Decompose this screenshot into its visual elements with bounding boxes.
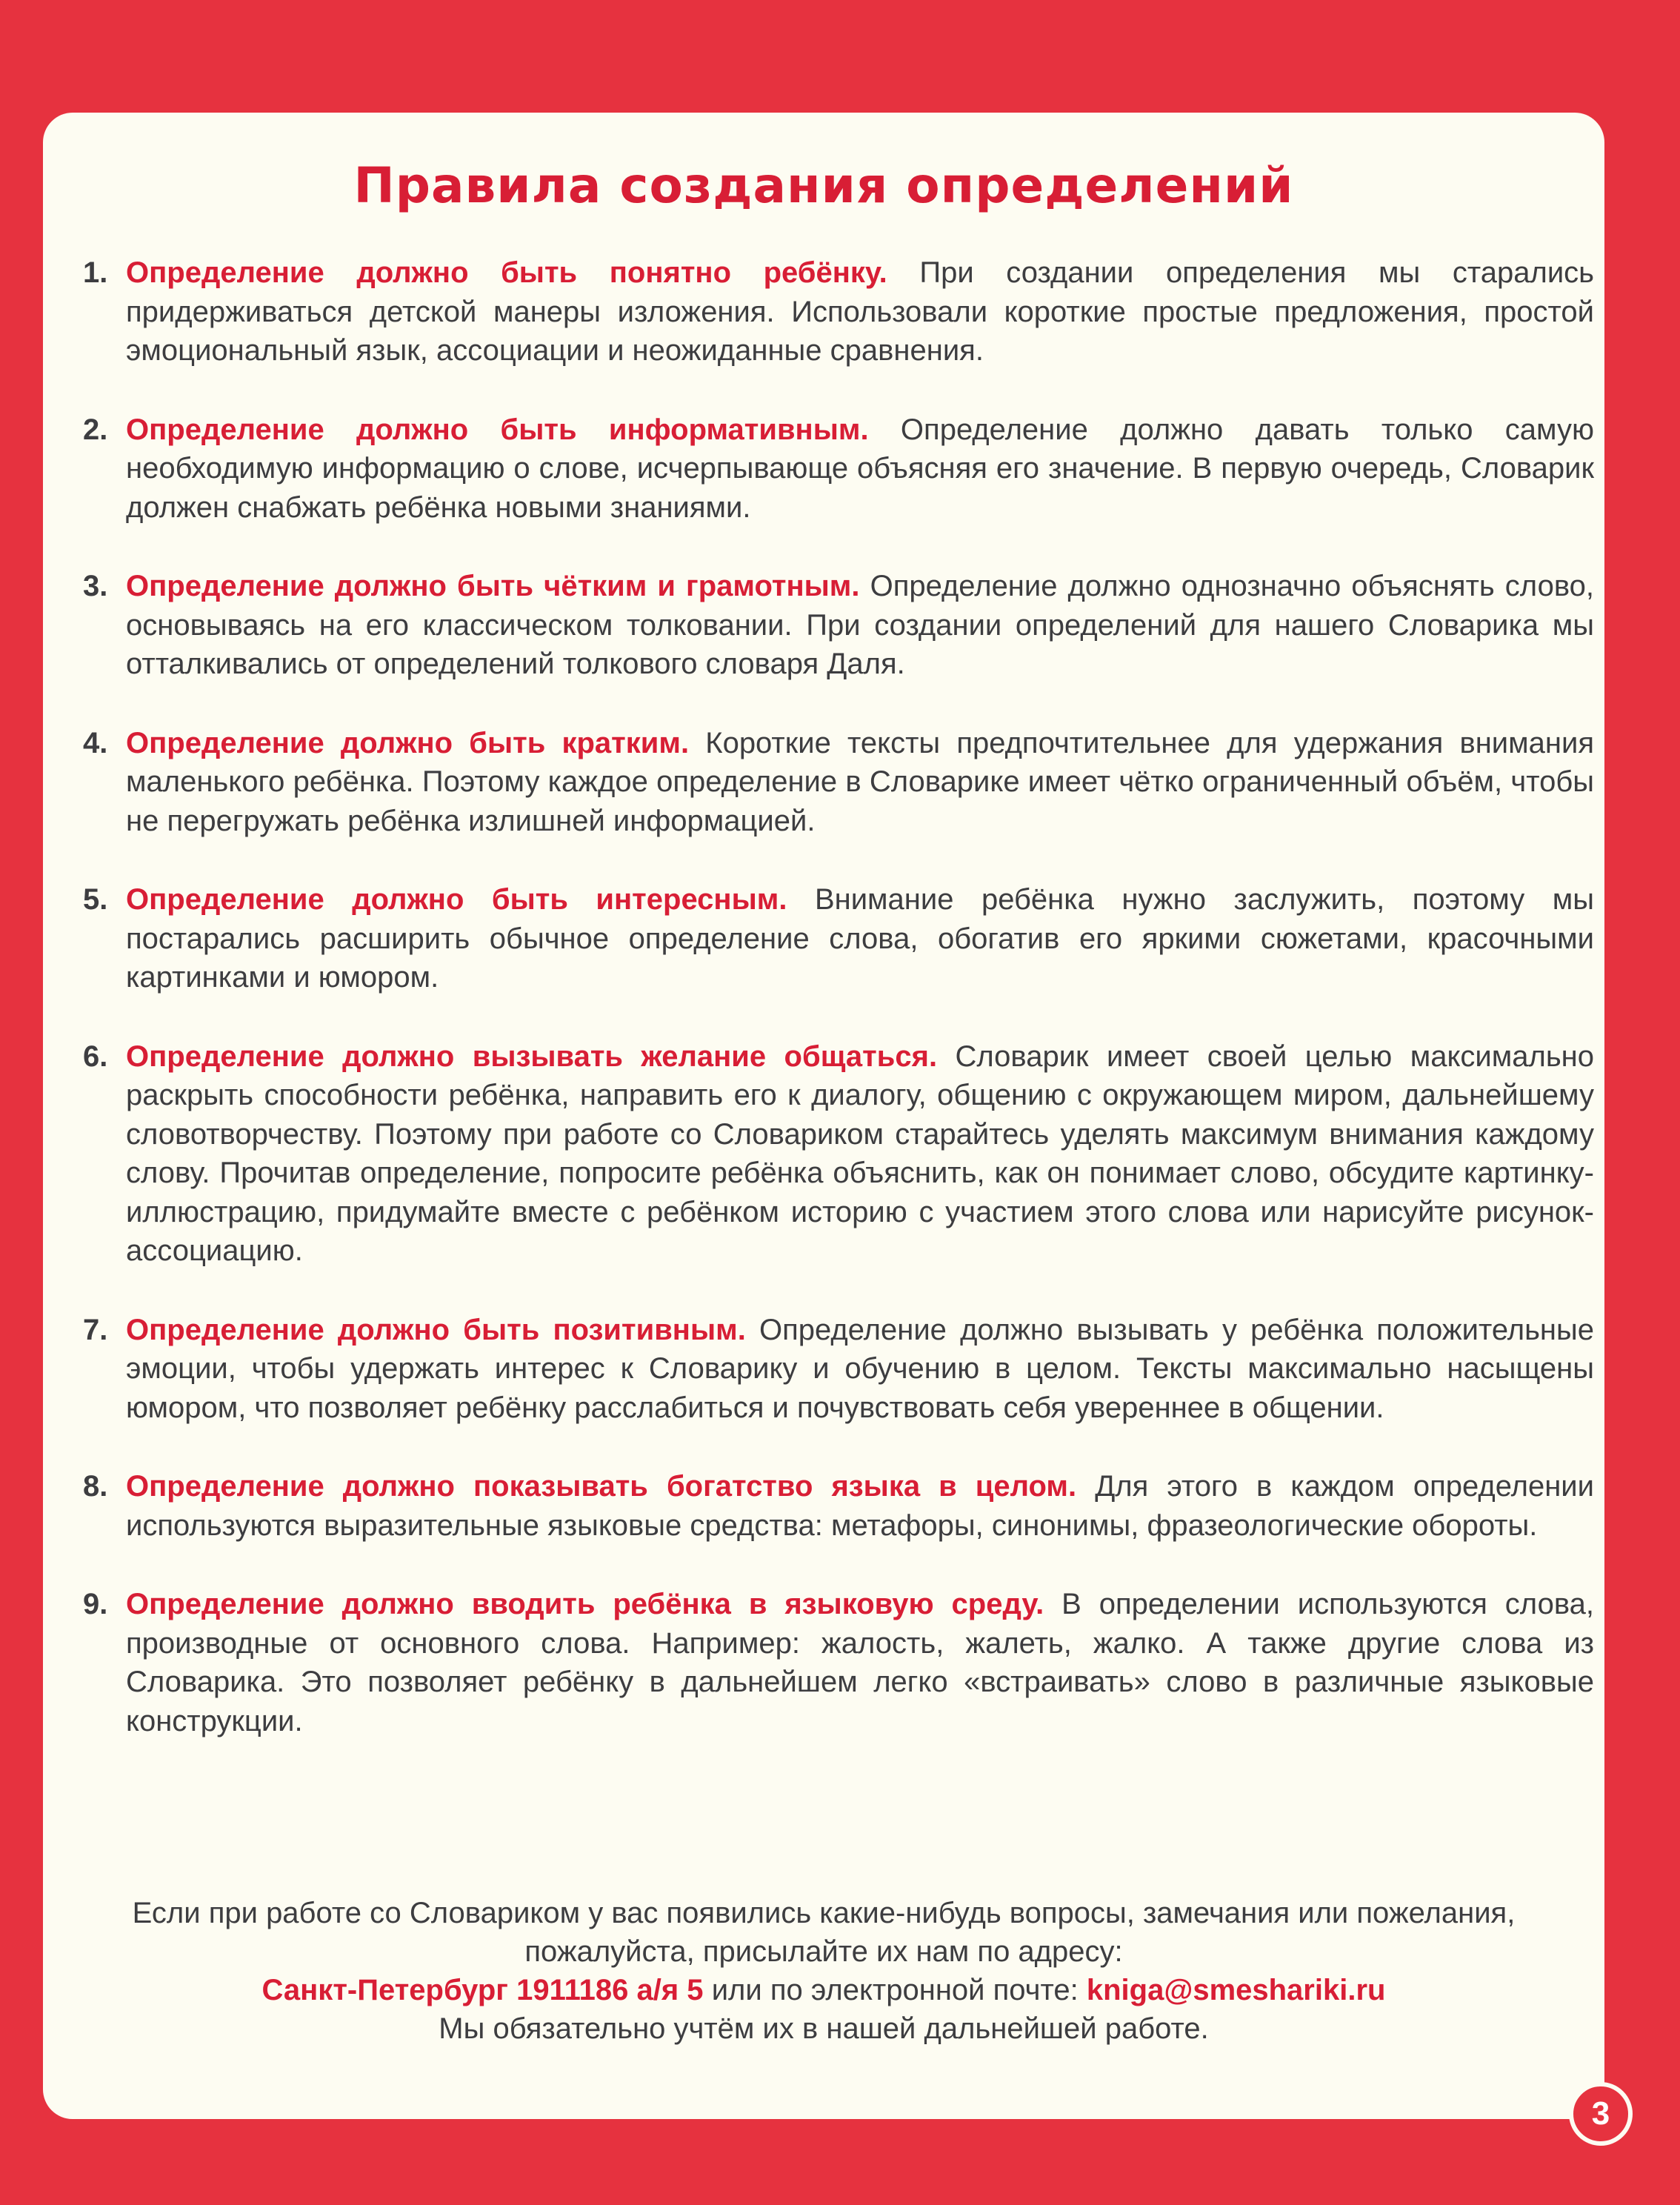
rule-number: 7. xyxy=(83,1313,108,1346)
rule-item xyxy=(83,1467,1594,1545)
rule-item xyxy=(83,1037,1594,1271)
footer-contacts xyxy=(73,1971,1575,2009)
rule-text: Определение должно однозначно объяснять слово, основываясь на его классическом толковании. При создании определений для нашего Словарика мы отталкивались от определений толкового словаря Даля. xyxy=(126,570,1594,680)
page-title: Правила создания определений xyxy=(353,157,1294,214)
rule-number: 4. xyxy=(83,726,108,759)
rule-number: 9. xyxy=(83,1588,108,1620)
email-link[interactable]: kniga@smeshariki.ru xyxy=(1086,1974,1386,2006)
rule-text: Для этого в каждом определении используются выразительные языковые средства: метафоры, синонимы, фразеологические обороты. xyxy=(126,1470,1594,1542)
footer-or-email: или по электронной почте: xyxy=(711,1974,1079,2006)
rule-heading: Определение должно быть позитивным. xyxy=(126,1313,746,1346)
contact-footer xyxy=(73,1894,1575,2048)
rule-number: 6. xyxy=(83,1040,108,1073)
rule-heading: Определение должно вводить ребёнка в языковую среду. xyxy=(126,1588,1044,1620)
page-number-badge: 3 xyxy=(1569,2082,1633,2146)
rule-number: 8. xyxy=(83,1470,108,1503)
rule-number: 3. xyxy=(83,570,108,602)
rule-heading: Определение должно быть интересным. xyxy=(126,883,787,916)
rule-text: Определение должно вызывать у ребёнка положительные эмоции, чтобы удержать интерес к Словарику и обучению в целом. Тексты максимально насыщены юмором, что позволяет ребёнку расслабиться и почувствовать себя увереннее в общении. xyxy=(126,1313,1595,1424)
rule-number: 2. xyxy=(83,413,108,446)
rule-text: При создании определения мы старались придерживаться детской манеры изложения. Использовали короткие простые предложения, простой эмоциональный язык, ассоциации и неожиданные сравнения. xyxy=(126,256,1594,367)
footer-closing: Мы обязательно учтём их в нашей дальнейшей работе. xyxy=(439,2012,1209,2045)
postal-address: Санкт-Петербург 1911186 а/я 5 xyxy=(261,1974,704,2006)
rules-list xyxy=(83,253,1594,1780)
rule-item xyxy=(83,1311,1594,1428)
rule-item xyxy=(83,253,1594,370)
rule-heading: Определение должно быть чётким и грамотным. xyxy=(126,570,860,602)
rule-heading: Определение должно показывать богатство языка в целом. xyxy=(126,1470,1077,1503)
content-card xyxy=(43,113,1604,2119)
rule-item xyxy=(83,567,1594,684)
rule-text: Короткие тексты предпочтительнее для удержания внимания маленького ребёнка. Поэтому каждое определение в Словарике имеет чётко ограниченный объём, чтобы не перегружать ребёнка излишней информацией. xyxy=(126,726,1594,837)
rule-heading: Определение должно вызывать желание общаться. xyxy=(126,1040,938,1073)
rule-heading: Определение должно быть кратким. xyxy=(126,726,690,759)
rule-text: Внимание ребёнка нужно заслужить, поэтому мы постарались расширить обычное определение слова, обогатив его яркими сюжетами, красочными картинками и юмором. xyxy=(126,883,1594,994)
rule-heading: Определение должно быть понятно ребёнку. xyxy=(126,256,887,289)
rule-text: В определении используются слова, производные от основного слова. Например: жалость, жалеть, жалко. А также другие слова из Словарика. Это позволяет ребёнку в дальнейшем легко «встраивать» слово в различные языковые конструкции. xyxy=(126,1588,1594,1737)
rule-number: 1. xyxy=(83,256,108,289)
rule-item xyxy=(83,410,1594,528)
footer-intro: Если при работе со Словариком у вас появились какие-нибудь вопросы, замечания или пожелания, пожалуйста, присылайте их нам по адресу: xyxy=(132,1897,1516,1968)
rule-text: Определение должно давать только самую необходимую информацию о слове, исчерпывающе объясняя его значение. В первую очередь, Словарик должен снабжать ребёнка новыми знаниями. xyxy=(126,413,1594,524)
rule-item xyxy=(83,880,1594,997)
rule-item xyxy=(83,724,1594,841)
rule-heading: Определение должно быть информативным. xyxy=(126,413,869,446)
rule-number: 5. xyxy=(83,883,108,916)
rule-item xyxy=(83,1585,1594,1740)
rule-text: Словарик имеет своей целью максимально раскрыть способности ребёнка, направить его к диалогу, общению с окружающем миром, дальнейшему словотворчеству. Поэтому при работе со Словариком старайтесь уделять максимум внимания каждому слову. Прочитав определение, попросите ребёнка объяснить, как он понимает слово, обсудите картинку-иллюстрацию, придумайте вместе с ребёнком историю с участием этого слова или нарисуйте рисунок-ассоциацию. xyxy=(126,1040,1595,1267)
